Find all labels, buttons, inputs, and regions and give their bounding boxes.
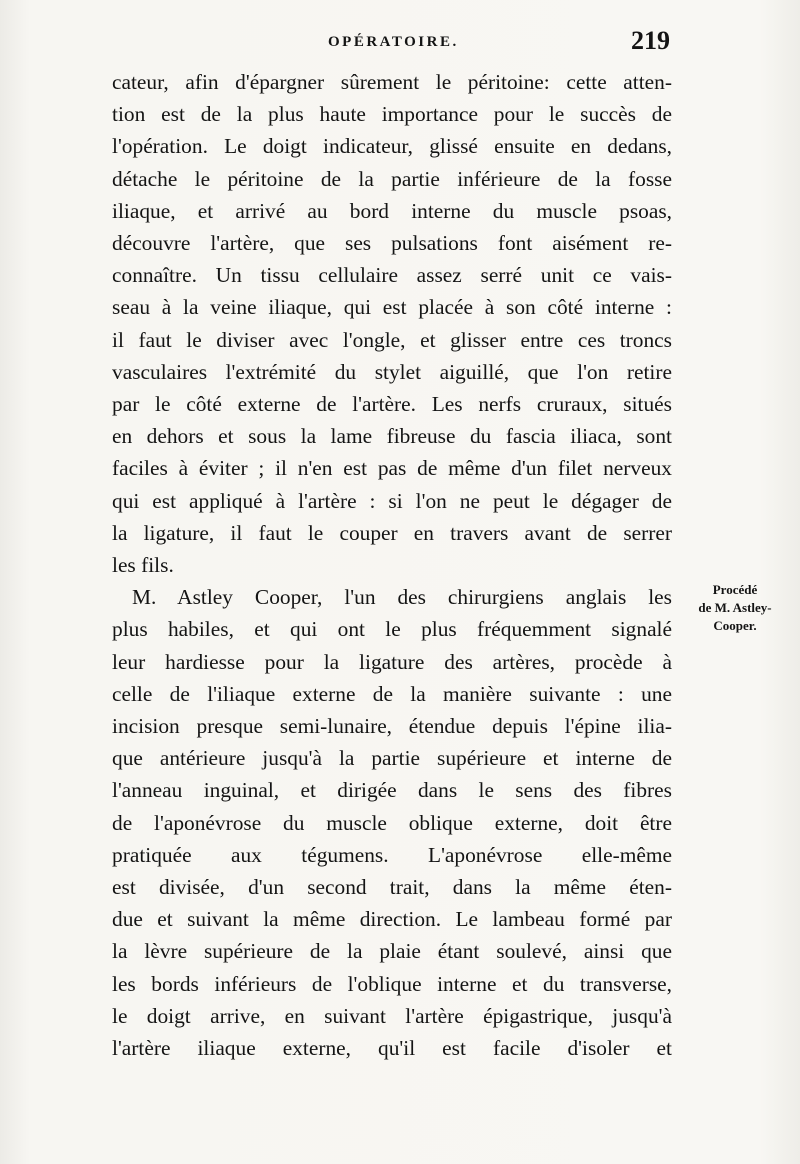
text-line: il faut le diviser avec l'ongle, et glisser entre ces troncs (112, 327, 672, 352)
running-head: OPÉRATOIRE. (328, 34, 459, 50)
text-line: la ligature, il faut le couper en travers avant de serrer (112, 520, 672, 545)
text-line: incision presque semi-lunaire, étendue depuis l'épine ilia- (112, 714, 672, 739)
text-line: M. Astley Cooper, l'un des chirurgiens anglais les (132, 585, 672, 610)
text-line: l'artère iliaque externe, qu'il est facile d'isoler et (112, 1036, 672, 1061)
text-line: détache le péritoine de la partie inférieure de la fosse (112, 166, 672, 191)
text-line: due et suivant la même direction. Le lambeau formé par (112, 907, 672, 932)
text-line: qui est appliqué à l'artère : si l'on ne peut le dégager de (112, 488, 672, 513)
text-line: la lèvre supérieure de la plaie étant soulevé, ainsi que (112, 939, 672, 964)
margin-note (680, 581, 790, 635)
text-line: de l'aponévrose du muscle oblique externe, doit être (112, 810, 672, 835)
text-line: celle de l'iliaque externe de la manière suivante : une (112, 681, 672, 706)
text-line: l'anneau inguinal, et dirigée dans le sens des fibres (112, 778, 672, 803)
text-line: découvre l'artère, que ses pulsations font aisément re- (112, 231, 672, 256)
text-line: connaître. Un tissu cellulaire assez serré unit ce vais- (112, 263, 672, 288)
text-line: que antérieure jusqu'à la partie supérieure et interne de (112, 746, 672, 771)
body-text (112, 66, 672, 1064)
page-header (110, 28, 670, 58)
page-number: 219 (631, 26, 670, 55)
margin-note-line: de M. Astley- (698, 600, 772, 615)
text-line: faciles à éviter ; il n'en est pas de même d'un filet nerveux (112, 456, 672, 481)
margin-note-line: Cooper. (713, 618, 757, 633)
text-line: le doigt arrive, en suivant l'artère épigastrique, jusqu'à (112, 1003, 672, 1028)
text-line: par le côté externe de l'artère. Les nerfs cruraux, situés (112, 392, 672, 417)
text-line: tion est de la plus haute importance pour le succès de (112, 102, 672, 127)
text-line: vasculaires l'extrémité du stylet aiguillé, que l'on retire (112, 359, 672, 384)
text-line: leur hardiesse pour la ligature des artères, procède à (112, 649, 672, 674)
text-line: iliaque, et arrivé au bord interne du muscle psoas, (112, 198, 672, 223)
text-line: est divisée, d'un second trait, dans la même éten- (112, 875, 672, 900)
text-line: seau à la veine iliaque, qui est placée à son côté interne : (112, 295, 672, 320)
margin-note-line: Procédé (712, 582, 758, 597)
text-line: les fils. (112, 553, 174, 578)
text-line: l'opération. Le doigt indicateur, glissé ensuite en dedans, (112, 134, 672, 159)
text-line: pratiquée aux tégumens. L'aponévrose elle-même (112, 842, 672, 867)
text-line: plus habiles, et qui ont le plus fréquemment signalé (112, 617, 672, 642)
text-line: les bords inférieurs de l'oblique interne et du transverse, (112, 971, 672, 996)
text-line: cateur, afin d'épargner sûrement le péritoine: cette atten- (112, 70, 672, 94)
text-line: en dehors et sous la lame fibreuse du fascia iliaca, sont (112, 424, 672, 449)
